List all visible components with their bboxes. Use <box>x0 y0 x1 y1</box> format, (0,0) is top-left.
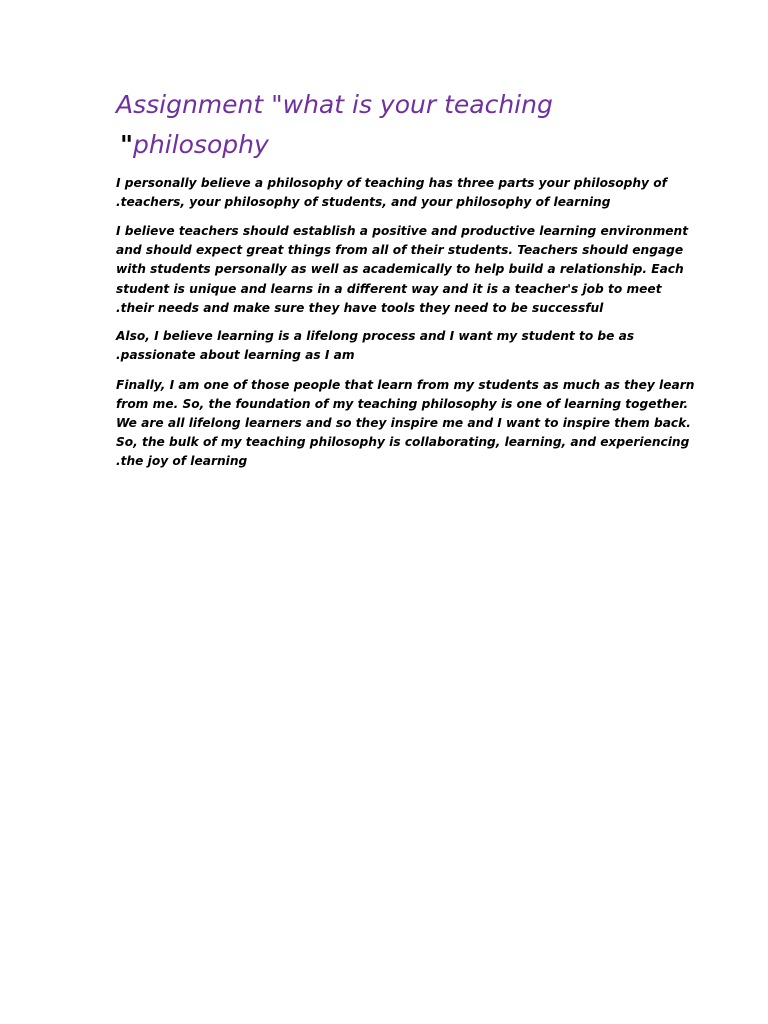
paragraph-2-line-2: and should expect great things from all of their students. Teachers should engage <box>116 243 684 257</box>
title-quote-mark: " <box>120 130 134 159</box>
paragraph-2-line-4: student is unique and learns in a different way and it is a teacher's job to meet <box>116 282 662 296</box>
paragraph-1-line-1: I personally believe a philosophy of teaching has three parts your philosophy of <box>116 176 667 190</box>
paragraph-4-line-3: We are all lifelong learners and so they inspire me and I want to inspire them back. <box>116 416 691 430</box>
paragraph-4-line-5: .the joy of learning <box>116 454 248 468</box>
document-title: Assignment "what is your teaching <box>116 90 553 119</box>
paragraph-3-line-1: Also, I believe learning is a lifelong process and I want my student to be as <box>116 329 635 343</box>
document-title-continuation <box>120 130 269 160</box>
paragraph-3-line-2: .passionate about learning as I am <box>116 348 355 362</box>
title-word: philosophy <box>133 130 269 159</box>
paragraph-1-line-2: .teachers, your philosophy of students, and your philosophy of learning <box>116 195 611 209</box>
paragraph-2-line-3: with students personally as well as academically to help build a relationship. Each <box>116 262 684 276</box>
paragraph-4-line-4: So, the bulk of my teaching philosophy is collaborating, learning, and experiencing <box>116 435 690 449</box>
paragraph-2-line-1: I believe teachers should establish a positive and productive learning environment <box>116 224 689 238</box>
paragraph-4-line-2: from me. So, the foundation of my teaching philosophy is one of learning together. <box>116 397 689 411</box>
paragraph-4-line-1: Finally, I am one of those people that learn from my students as much as they learn <box>116 378 695 392</box>
paragraph-2-line-5: .their needs and make sure they have tools they need to be successful <box>116 301 604 315</box>
